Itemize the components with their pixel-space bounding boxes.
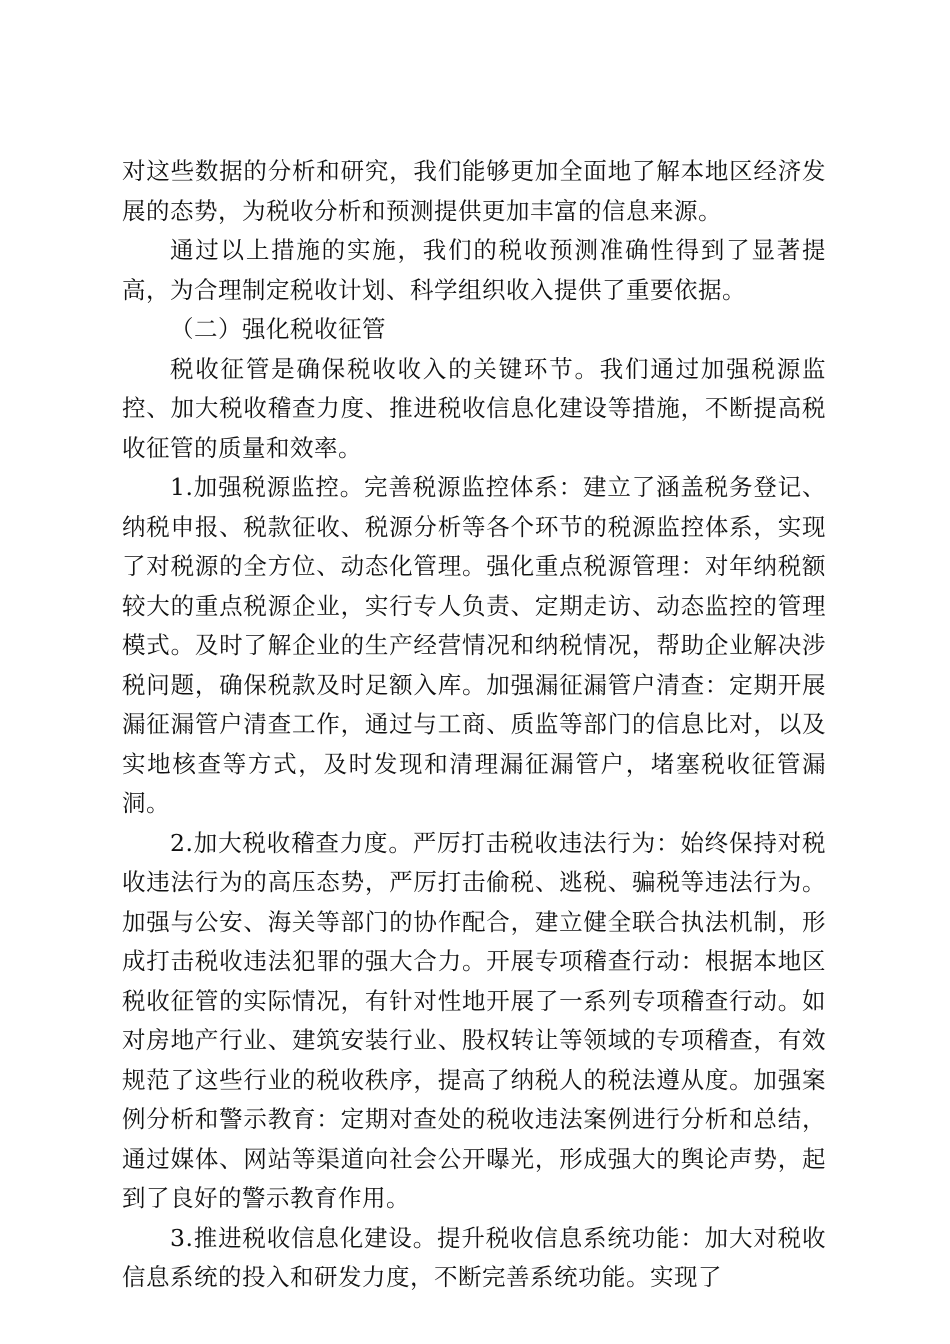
paragraph-tax-inspection: 2.加大税收稽查力度。严厉打击税收违法行为：始终保持对税收违法行为的高压态势，严厉打击偷税、逃税、骗税等违法行为。加强与公安、海关等部门的协作配合，建立健全联合执法机制，形成打击税收违法犯罪的强大合力。开展专项稽查行动：根据本地区税收征管的实际情况，有针对性地开展了一系列专项稽查行动。如对房地产行业、建筑安装行业、股权转让等领域的专项稽查，有效规范了这些行业的税收秩序，提高了纳税人的税法遵从度。加强案例分析和警示教育：定期对查处的税收违法案例进行分析和总结，通过媒体、网站等渠道向社会公开曝光，形成强大的舆论声势，起到了良好的警示教育作用。 <box>122 828 826 1212</box>
paragraph-data-analysis: 对这些数据的分析和研究，我们能够更加全面地了解本地区经济发展的态势，为税收分析和预测提供更加丰富的信息来源。 <box>122 157 826 225</box>
paragraph-collection-intro: 税收征管是确保税收收入的关键环节。我们通过加强税源监控、加大税收稽查力度、推进税收信息化建设等措施，不断提高税收征管的质量和效率。 <box>122 354 826 462</box>
document-body <box>122 152 826 1298</box>
section-heading-tax-collection: （二）强化税收征管 <box>170 315 386 343</box>
paragraph-tax-informatization: 3.推进税收信息化建设。提升税收信息系统功能：加大对税收信息系统的投入和研发力度，不断完善系统功能。实现了 <box>122 1223 826 1291</box>
paragraph-forecast-accuracy: 通过以上措施的实施，我们的税收预测准确性得到了显著提高，为合理制定税收计划、科学组织收入提供了重要依据。 <box>122 236 826 304</box>
paragraph-tax-source-monitoring: 1.加强税源监控。完善税源监控体系：建立了涵盖税务登记、纳税申报、税款征收、税源分析等各个环节的税源监控体系，实现了对税源的全方位、动态化管理。强化重点税源管理：对年纳税额较大的重点税源企业，实行专人负责、定期走访、动态监控的管理模式。及时了解企业的生产经营情况和纳税情况，帮助企业解决涉税问题，确保税款及时足额入库。加强漏征漏管户清查：定期开展漏征漏管户清查工作，通过与工商、质监等部门的信息比对，以及实地核查等方式，及时发现和清理漏征漏管户，堵塞税收征管漏洞。 <box>122 473 826 817</box>
